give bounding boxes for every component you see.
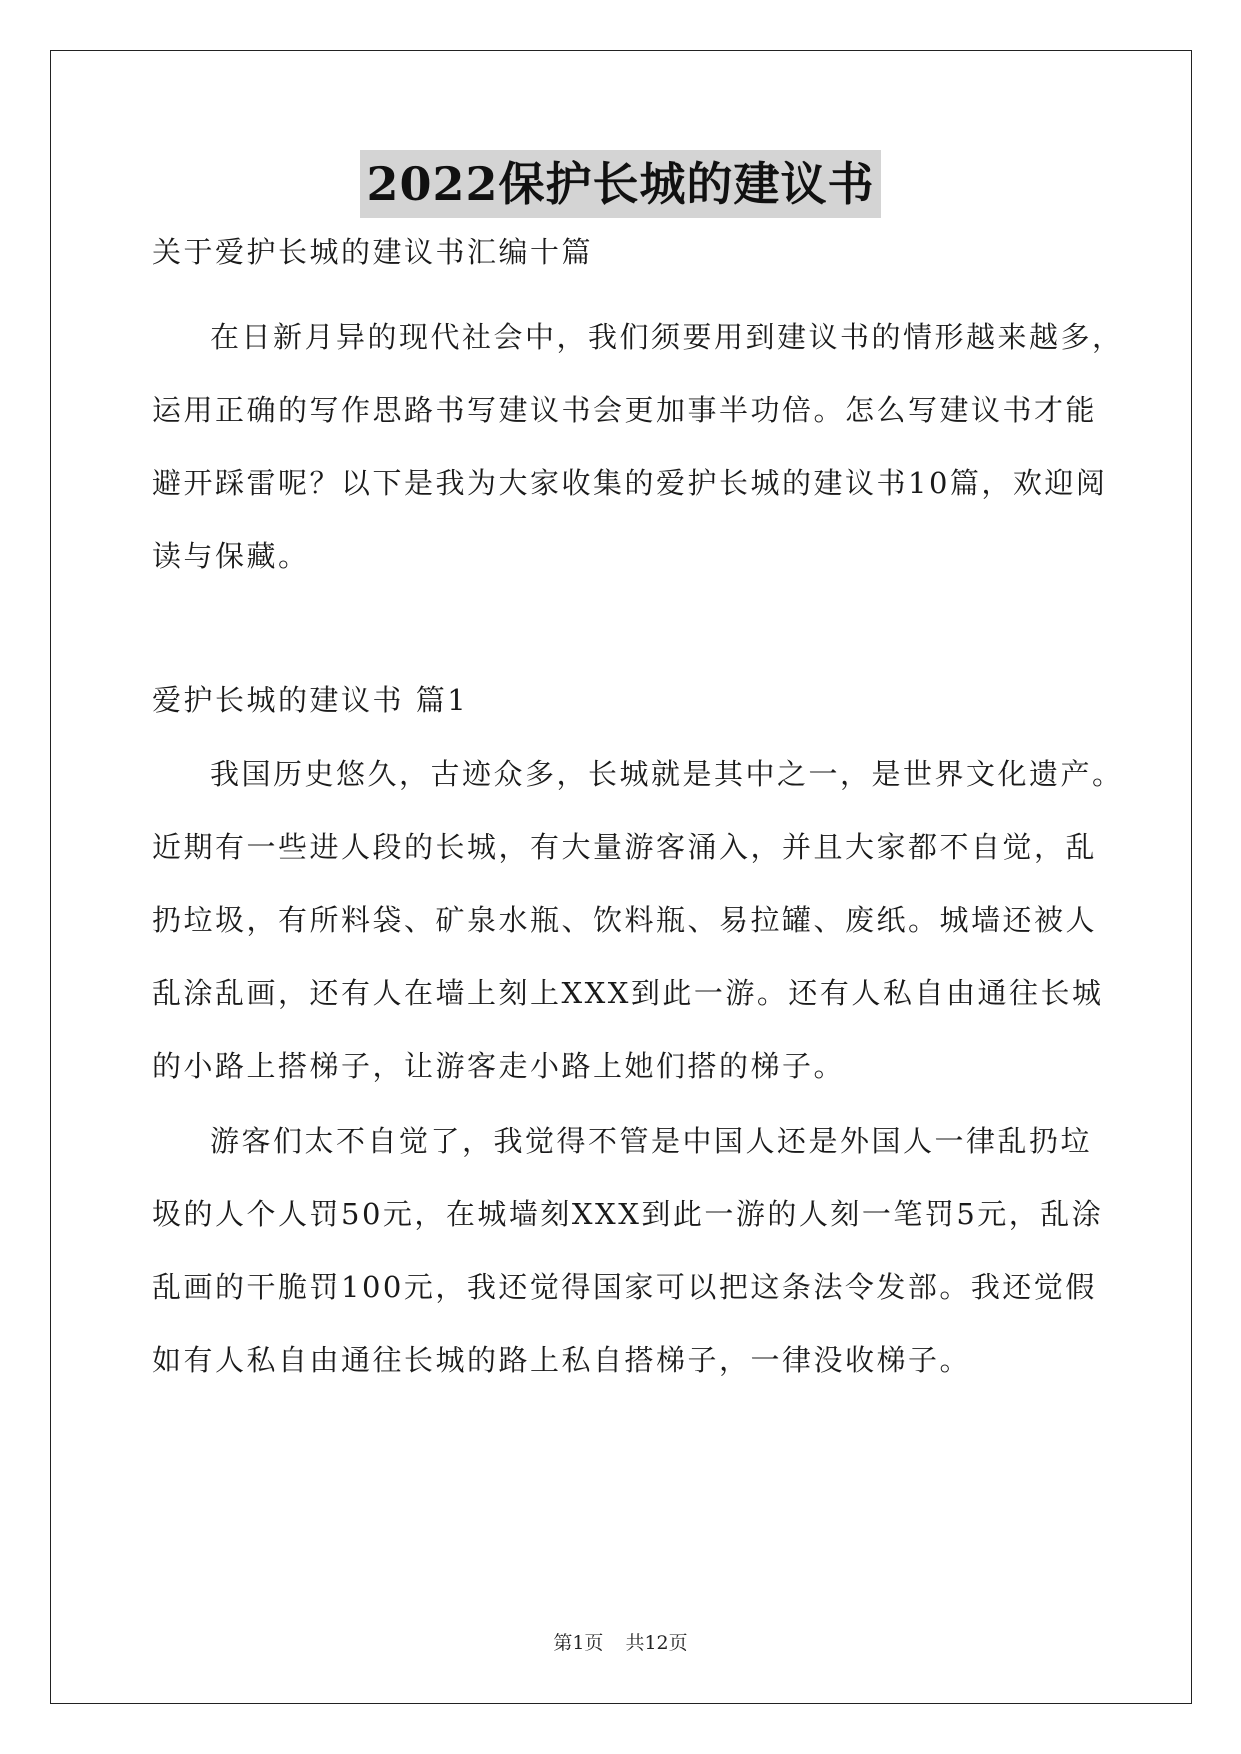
paragraph-line: 扔垃圾，有所料袋、矿泉水瓶、饮料瓶、易拉罐、废纸。城墙还被人 <box>152 903 1098 937</box>
page-number: 第1页 <box>553 1632 604 1654</box>
paragraph-line: 的小路上搭梯子，让游客走小路上她们搭的梯子。 <box>152 1049 846 1083</box>
paragraph-line: 乱画的干脆罚100元，我还觉得国家可以把这条法令发部。我还觉假 <box>152 1270 1097 1304</box>
document-title: 2022保护长城的建议书 <box>360 150 880 218</box>
subtitle: 关于爱护长城的建议书汇编十篇 <box>152 235 594 269</box>
intro-line: 在日新月异的现代社会中，我们须要用到建议书的情形越来越多， <box>210 320 1124 354</box>
paragraph-line: 如有人私自由通往长城的路上私自搭梯子，一律没收梯子。 <box>152 1343 972 1377</box>
section-heading: 爱护长城的建议书 篇1 <box>152 683 469 717</box>
intro-line: 避开踩雷呢？以下是我为大家收集的爱护长城的建议书10篇，欢迎阅 <box>152 466 1108 500</box>
page-footer <box>0 1628 1241 1655</box>
intro-line: 运用正确的写作思路书写建议书会更加事半功倍。怎么写建议书才能 <box>152 393 1098 427</box>
page-total: 共12页 <box>625 1632 688 1654</box>
title-container <box>0 150 1241 218</box>
paragraph-line: 游客们太不自觉了，我觉得不管是中国人还是外国人一律乱扔垃 <box>210 1124 1093 1158</box>
page-border <box>50 50 1192 1704</box>
paragraph-line: 乱涂乱画，还有人在墙上刻上XXX到此一游。还有人私自由通往长城 <box>152 976 1104 1010</box>
intro-line: 读与保藏。 <box>152 539 310 573</box>
paragraph-line: 圾的人个人罚50元，在城墙刻XXX到此一游的人刻一笔罚5元，乱涂 <box>152 1197 1104 1231</box>
paragraph-line: 我国历史悠久，古迹众多，长城就是其中之一，是世界文化遗产。 <box>210 757 1124 791</box>
paragraph-line: 近期有一些进人段的长城，有大量游客涌入，并且大家都不自觉，乱 <box>152 830 1098 864</box>
